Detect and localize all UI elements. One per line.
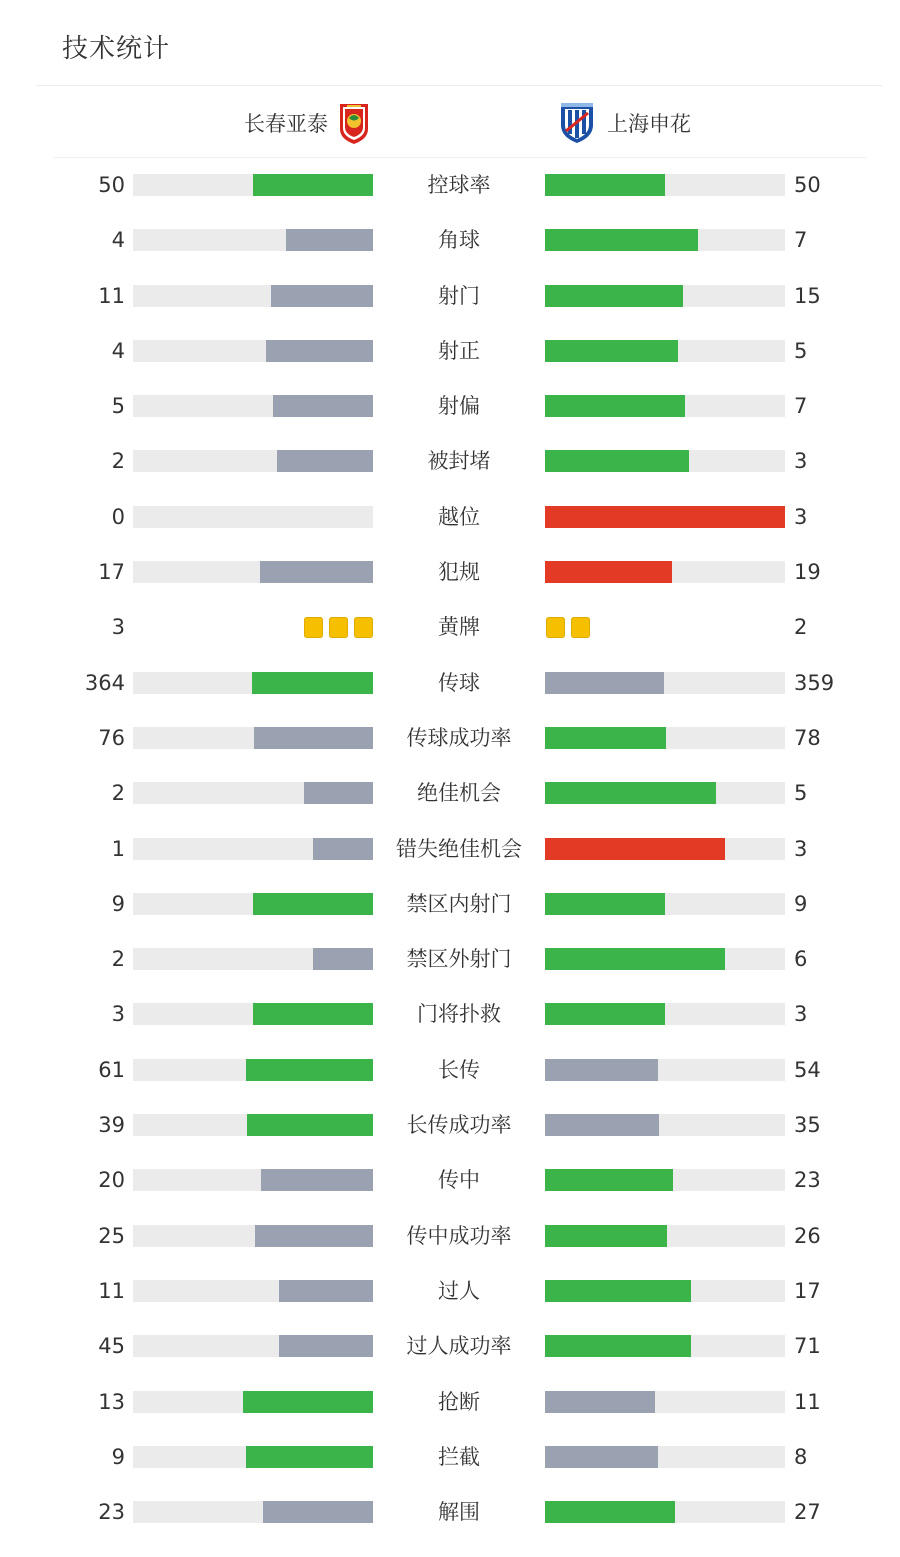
changchun-yatai-crest-icon — [338, 101, 370, 145]
home-bar-track — [133, 727, 373, 749]
stat-row — [0, 1209, 900, 1264]
home-bar-fill — [313, 838, 373, 860]
home-stat-value: 3 — [111, 615, 125, 640]
away-stat-value: 71 — [794, 1334, 821, 1359]
away-stat-value: 19 — [794, 560, 821, 585]
away-stat-value: 3 — [794, 1002, 808, 1027]
home-bar-track — [133, 561, 373, 583]
home-bar-track — [133, 1059, 373, 1081]
away-bar-track — [545, 838, 785, 860]
away-bar-track — [545, 561, 785, 583]
stat-row — [0, 269, 900, 324]
home-stat-value: 17 — [98, 560, 125, 585]
stat-row — [0, 1430, 900, 1485]
away-bar-fill — [545, 506, 785, 528]
home-bar-fill — [260, 561, 373, 583]
away-bar-fill — [545, 285, 683, 307]
stat-row — [0, 600, 900, 655]
home-stat-value: 2 — [111, 449, 125, 474]
away-bar-fill — [545, 1169, 673, 1191]
home-bar-track — [133, 229, 373, 251]
away-bar-track — [545, 1391, 785, 1413]
stat-row — [0, 932, 900, 987]
stat-label: 禁区内射门 — [406, 891, 512, 916]
stat-row — [0, 379, 900, 434]
stat-label: 绝佳机会 — [417, 781, 501, 806]
home-bar-fill — [246, 1059, 373, 1081]
away-stat-value: 7 — [794, 228, 808, 253]
home-bar-track — [133, 285, 373, 307]
stat-label: 传中 — [438, 1168, 480, 1193]
away-bar-fill — [545, 893, 665, 915]
home-stat-value: 9 — [111, 1444, 125, 1469]
home-bar-track — [133, 1335, 373, 1357]
home-bar-fill — [279, 1335, 373, 1357]
away-bar-fill — [545, 1059, 658, 1081]
stat-label: 传球成功率 — [406, 725, 512, 750]
stat-label: 射偏 — [438, 394, 480, 419]
home-team-name: 长春亚泰 — [244, 112, 328, 136]
home-bar-track — [133, 395, 373, 417]
stat-row — [0, 987, 900, 1042]
stat-label: 长传 — [438, 1057, 480, 1082]
stat-row — [0, 1043, 900, 1098]
home-stat-value: 1 — [111, 836, 125, 861]
away-stat-value: 8 — [794, 1444, 808, 1469]
home-stat-value: 61 — [98, 1057, 125, 1082]
home-bar-track — [133, 1225, 373, 1247]
away-bar-track — [545, 340, 785, 362]
away-stat-value: 11 — [794, 1389, 821, 1414]
stat-label: 拦截 — [438, 1444, 480, 1469]
home-stat-value: 3 — [111, 1002, 125, 1027]
away-stat-value: 6 — [794, 947, 808, 972]
away-stat-value: 50 — [794, 173, 821, 197]
stat-label: 传中成功率 — [406, 1223, 512, 1248]
home-bar-track — [133, 782, 373, 804]
away-bar-fill — [545, 1114, 659, 1136]
stat-row — [0, 490, 900, 545]
away-stat-value: 17 — [794, 1278, 821, 1303]
home-bar-track — [133, 174, 373, 196]
home-bar-track — [133, 893, 373, 915]
away-bar-track — [545, 506, 785, 528]
shanghai-shenhua-crest-icon — [555, 101, 599, 145]
away-bar-fill — [545, 1335, 691, 1357]
away-bar-track — [545, 1003, 785, 1025]
home-stat-value: 50 — [98, 173, 125, 197]
home-bar-fill — [253, 893, 373, 915]
away-bar-track — [545, 395, 785, 417]
stat-label: 射门 — [438, 283, 480, 308]
away-bar-fill — [545, 1501, 675, 1523]
away-bar-fill — [545, 1003, 665, 1025]
stat-label: 过人成功率 — [406, 1334, 512, 1359]
home-bar-fill — [273, 395, 373, 417]
home-bar-track — [133, 1169, 373, 1191]
home-stat-value: 2 — [111, 947, 125, 972]
home-stat-value: 5 — [111, 394, 125, 419]
away-bar-fill — [545, 174, 665, 196]
stat-row — [0, 1485, 900, 1540]
home-bar-fill — [243, 1391, 373, 1413]
stat-label: 角球 — [438, 228, 480, 253]
away-stat-value: 7 — [794, 394, 808, 419]
away-bar-fill — [545, 1225, 667, 1247]
away-stat-value: 2 — [794, 615, 808, 640]
away-bar-track — [545, 948, 785, 970]
stat-row — [0, 766, 900, 821]
stat-row — [0, 434, 900, 489]
away-bar-track — [545, 1501, 785, 1523]
away-stat-value: 54 — [794, 1057, 821, 1082]
away-bar-track — [545, 1169, 785, 1191]
home-yellow-cards — [304, 617, 373, 638]
home-stat-value: 20 — [98, 1168, 125, 1193]
away-bar-fill — [545, 727, 666, 749]
away-bar-track — [545, 1059, 785, 1081]
away-bar-fill — [545, 948, 725, 970]
away-stat-value: 9 — [794, 891, 808, 916]
home-bar-track — [133, 672, 373, 694]
yellow-card-icon — [329, 617, 348, 638]
stat-row — [0, 324, 900, 379]
away-stat-value: 23 — [794, 1168, 821, 1193]
home-bar-fill — [313, 948, 373, 970]
stat-label: 禁区外射门 — [406, 947, 512, 972]
home-bar-track — [133, 1446, 373, 1468]
stat-row — [0, 1098, 900, 1153]
stat-row — [0, 213, 900, 268]
page-title: 技术统计 — [62, 34, 171, 64]
home-stat-value: 76 — [98, 725, 125, 750]
home-bar-fill — [252, 672, 373, 694]
home-bar-fill — [263, 1501, 373, 1523]
away-stat-value: 3 — [794, 449, 808, 474]
away-bar-track — [545, 1225, 785, 1247]
away-team-name: 上海申花 — [607, 112, 691, 136]
away-stat-value: 35 — [794, 1113, 821, 1138]
away-bar-fill — [545, 838, 725, 860]
home-stat-value: 13 — [98, 1389, 125, 1414]
stat-row — [0, 1264, 900, 1319]
home-bar-fill — [261, 1169, 373, 1191]
stat-row — [0, 1375, 900, 1430]
away-bar-fill — [545, 561, 672, 583]
away-bar-track — [545, 174, 785, 196]
away-stat-value: 359 — [794, 670, 835, 695]
away-team[interactable] — [555, 96, 691, 150]
home-bar-track — [133, 450, 373, 472]
home-stat-value: 39 — [98, 1113, 125, 1138]
stat-label: 控球率 — [427, 173, 491, 197]
away-bar-fill — [545, 450, 689, 472]
home-bar-track — [133, 506, 373, 528]
stat-label: 黄牌 — [438, 615, 480, 640]
away-bar-fill — [545, 1280, 691, 1302]
home-bar-fill — [246, 1446, 373, 1468]
away-bar-track — [545, 229, 785, 251]
home-bar-fill — [277, 450, 373, 472]
yellow-card-icon — [571, 617, 590, 638]
stat-label: 抢断 — [438, 1389, 480, 1414]
away-bar-track — [545, 672, 785, 694]
home-bar-fill — [286, 229, 373, 251]
home-bar-track — [133, 1280, 373, 1302]
stat-row — [0, 877, 900, 932]
home-bar-fill — [304, 782, 373, 804]
stat-row — [0, 158, 900, 213]
home-bar-track — [133, 1501, 373, 1523]
stat-row — [0, 711, 900, 766]
stat-label: 传球 — [438, 670, 480, 695]
away-bar-fill — [545, 340, 678, 362]
away-bar-track — [545, 450, 785, 472]
stat-row — [0, 545, 900, 600]
home-stat-value: 9 — [111, 891, 125, 916]
home-bar-track — [133, 1114, 373, 1136]
stat-label: 门将扑救 — [417, 1002, 501, 1027]
home-bar-fill — [271, 285, 373, 307]
stat-label: 解围 — [438, 1500, 480, 1525]
home-stat-value: 11 — [98, 283, 125, 308]
stat-label: 长传成功率 — [406, 1113, 512, 1138]
away-bar-fill — [545, 229, 698, 251]
home-stat-value: 23 — [98, 1500, 125, 1525]
stat-label: 被封堵 — [427, 449, 491, 474]
home-bar-fill — [253, 1003, 373, 1025]
away-stat-value: 5 — [794, 338, 808, 363]
away-bar-fill — [545, 1391, 655, 1413]
yellow-card-icon — [304, 617, 323, 638]
away-bar-track — [545, 1114, 785, 1136]
stat-label: 越位 — [438, 504, 480, 529]
away-stat-value: 27 — [794, 1500, 821, 1525]
away-stat-value: 26 — [794, 1223, 821, 1248]
team-header — [0, 96, 900, 150]
home-bar-track — [133, 948, 373, 970]
yellow-card-icon — [546, 617, 565, 638]
away-yellow-cards — [546, 617, 590, 638]
home-stat-value: 4 — [111, 338, 125, 363]
away-stat-value: 78 — [794, 725, 821, 750]
stat-row — [0, 656, 900, 711]
home-bar-fill — [254, 727, 373, 749]
away-bar-fill — [545, 782, 716, 804]
home-stat-value: 2 — [111, 781, 125, 806]
home-stat-value: 0 — [111, 504, 125, 529]
away-bar-track — [545, 893, 785, 915]
away-bar-track — [545, 727, 785, 749]
home-bar-track — [133, 1003, 373, 1025]
away-stat-value: 3 — [794, 836, 808, 861]
away-bar-fill — [545, 672, 664, 694]
home-bar-track — [133, 838, 373, 860]
away-bar-track — [545, 1280, 785, 1302]
stat-label: 犯规 — [438, 560, 480, 585]
home-team[interactable] — [244, 96, 370, 150]
home-stat-value: 25 — [98, 1223, 125, 1248]
home-bar-fill — [266, 340, 373, 362]
away-bar-track — [545, 1446, 785, 1468]
home-bar-track — [133, 340, 373, 362]
stat-row — [0, 1319, 900, 1374]
home-bar-fill — [255, 1225, 373, 1247]
stat-row — [0, 822, 900, 877]
home-stat-value: 364 — [84, 670, 125, 695]
divider — [36, 85, 882, 86]
away-bar-track — [545, 1335, 785, 1357]
away-stat-value: 15 — [794, 283, 821, 308]
stats-list — [0, 158, 900, 1540]
away-stat-value: 5 — [794, 781, 808, 806]
home-stat-value: 11 — [98, 1278, 125, 1303]
away-bar-fill — [545, 395, 685, 417]
stat-label: 过人 — [438, 1278, 480, 1303]
home-bar-track — [133, 1391, 373, 1413]
away-bar-fill — [545, 1446, 658, 1468]
home-stat-value: 4 — [111, 228, 125, 253]
stat-label: 错失绝佳机会 — [396, 836, 522, 861]
stat-label: 射正 — [438, 338, 480, 363]
away-bar-track — [545, 285, 785, 307]
stat-row — [0, 1153, 900, 1208]
home-bar-fill — [247, 1114, 373, 1136]
away-bar-track — [545, 782, 785, 804]
home-stat-value: 45 — [98, 1334, 125, 1359]
away-stat-value: 3 — [794, 504, 808, 529]
yellow-card-icon — [354, 617, 373, 638]
home-bar-fill — [253, 174, 373, 196]
home-bar-fill — [279, 1280, 373, 1302]
